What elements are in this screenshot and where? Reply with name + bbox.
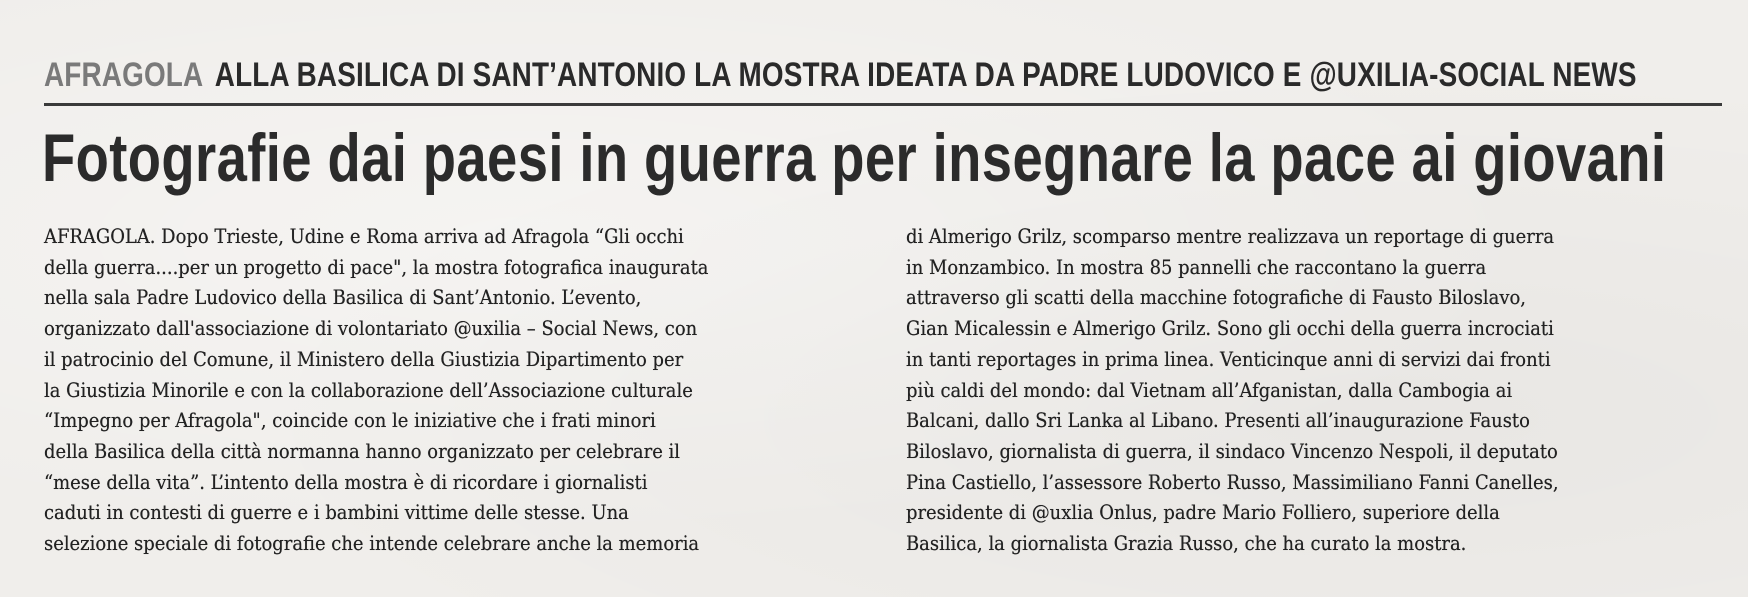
body-line: Biloslavo, giornalista di guerra, il sindaco Vincenzo Nespoli, il deputato xyxy=(906,439,1558,463)
body-line: Gian Micalessin e Almerigo Grilz. Sono gli occhi della guerra incrociati xyxy=(906,317,1554,341)
headline-rule xyxy=(44,103,1722,106)
body-line: Pina Castiello, l’assessore Roberto Russo, Massimiliano Fanni Canelles, xyxy=(906,470,1559,494)
body-line: in Monzambico. In mostra 85 pannelli che raccontano la guerra xyxy=(906,255,1487,279)
kicker-text: ALLA BASILICA DI SANT’ANTONIO LA MOSTRA IDEATA DA PADRE LUDOVICO E @UXILIA-SOCIAL NEWS xyxy=(214,55,1637,94)
body-line: della Basilica della città normanna hanno organizzato per celebrare il xyxy=(44,439,680,463)
body-line: il patrocinio del Comune, il Ministero della Giustizia Dipartimento per xyxy=(44,347,684,371)
body-line: Balcani, dallo Sri Lanka al Libano. Presenti all’inaugurazione Fausto xyxy=(906,409,1530,433)
body-line: in tanti reportages in prima linea. Venticinque anni di servizi dai fronti xyxy=(906,347,1551,371)
body-line: “mese della vita”. L’intento della mostra è di ricordare i giornalisti xyxy=(44,470,648,494)
article-headline: Fotografie dai paesi in guerra per insegnare la pace ai giovani xyxy=(42,120,1667,196)
body-line: più caldi del mondo: dal Vietnam all’Afganistan, dalla Cambogia ai xyxy=(906,378,1513,402)
body-line: selezione speciale di fotografie che intende celebrare anche la memoria xyxy=(44,532,700,556)
body-line: della guerra....per un progetto di pace", la mostra fotografica inaugurata xyxy=(44,255,709,279)
body-line: “Impegno per Afragola", coincide con le iniziative che i frati minori xyxy=(44,409,656,433)
kicker-place: AFRAGOLA xyxy=(44,55,204,94)
body-line: la Giustizia Minorile e con la collaborazione dell’Associazione culturale xyxy=(44,378,693,402)
body-line: presidente di @uxlia Onlus, padre Mario Folliero, superiore della xyxy=(906,501,1500,525)
body-line: organizzato dall'associazione di volontariato @uxilia – Social News, con xyxy=(44,317,698,341)
body-line: nella sala Padre Ludovico della Basilica di Sant’Antonio. L’evento, xyxy=(44,286,642,310)
body-line: di Almerigo Grilz, scomparso mentre realizzava un reportage di guerra xyxy=(906,225,1555,248)
body-line: AFRAGOLA. Dopo Trieste, Udine e Roma arriva ad Afragola “Gli occhi xyxy=(44,225,684,248)
body-line: attraverso gli scatti della macchine fotografiche di Fausto Biloslavo, xyxy=(906,286,1526,310)
article-column-left xyxy=(44,222,854,560)
body-line: Basilica, la giornalista Grazia Russo, che ha curato la mostra. xyxy=(906,532,1467,556)
article-column-right xyxy=(906,222,1716,560)
body-line: caduti in contesti di guerre e i bambini vittime delle stesse. Una xyxy=(44,501,629,525)
article-kicker xyxy=(44,50,1637,100)
